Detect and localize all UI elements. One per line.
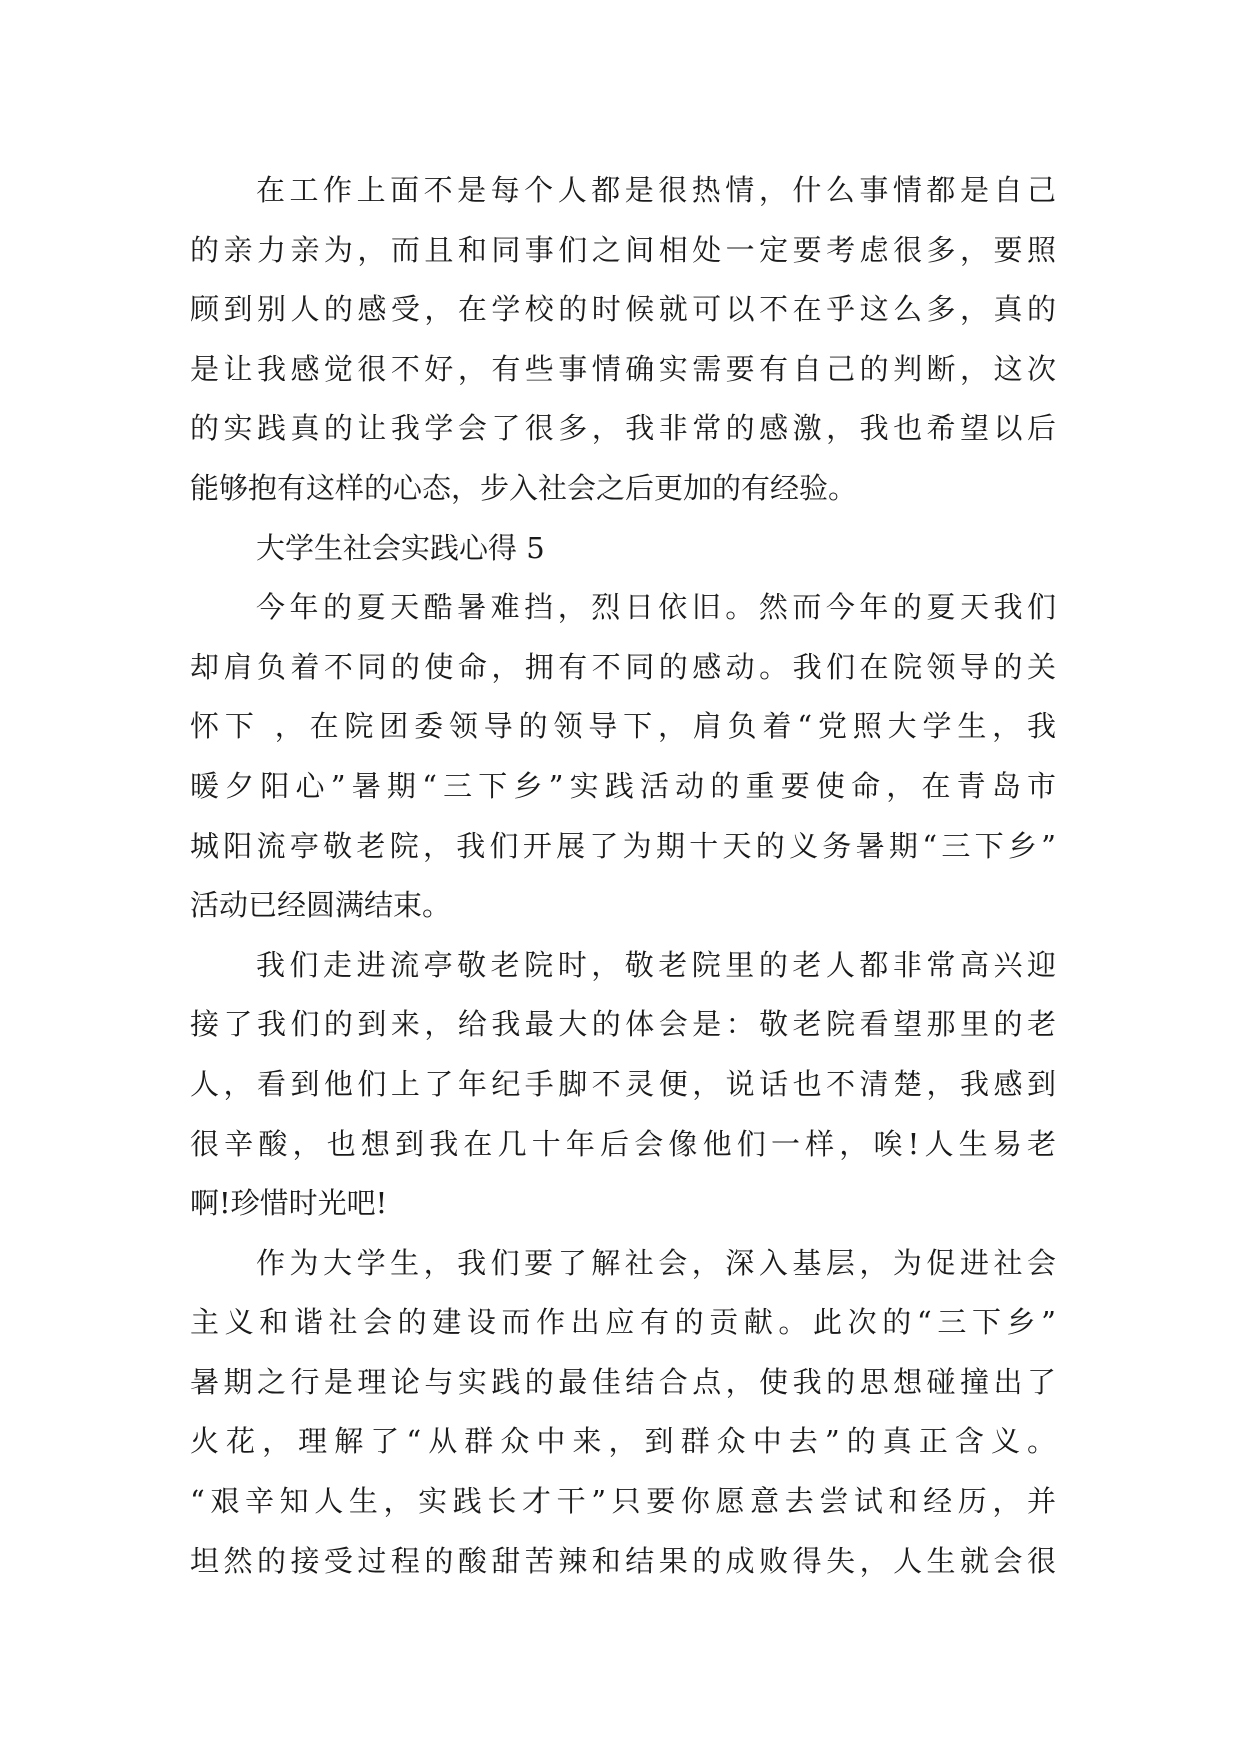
text-line: 大学生社会实践心得 5 bbox=[256, 530, 545, 565]
text-line: 能够抱有这样的心态，步入社会之后更加的有经验。 bbox=[190, 470, 858, 505]
text-line: 在工作上面不是每个人都是很热情，什么事情都是自己 bbox=[256, 173, 1056, 207]
text-line: 顾到别人的感受，在学校的时候就可以不在乎这么多，真的 bbox=[190, 292, 1056, 327]
document-body bbox=[190, 161, 1056, 1591]
text-line: 人，看到他们上了年纪手脚不灵便，说话也不清楚，我感到 bbox=[190, 1066, 1056, 1101]
text-line: 的实践真的让我学会了很多，我非常的感激，我也希望以后 bbox=[190, 411, 1056, 446]
text-line: 暑期之行是理论与实践的最佳结合点，使我的思想碰撞出了 bbox=[190, 1364, 1056, 1399]
text-line: 暖夕阳心”暑期“三下乡”实践活动的重要使命，在青岛市 bbox=[190, 768, 1056, 803]
text-line: 接了我们的到来，给我最大的体会是：敬老院看望那里的老 bbox=[190, 1007, 1056, 1042]
text-line: “艰辛知人生，实践长才干”只要你愿意去尝试和经历，并 bbox=[190, 1484, 1056, 1519]
text-line: 是让我感觉很不好，有些事情确实需要有自己的判断，这次 bbox=[190, 351, 1056, 386]
text-line: 怀下 ，在院团委领导的领导下，肩负着“党照大学生，我 bbox=[190, 709, 1056, 744]
text-line: 今年的夏天酷暑难挡，烈日依旧。然而今年的夏天我们 bbox=[256, 590, 1056, 625]
text-line: 活动已经圆满结束。 bbox=[190, 888, 452, 923]
text-line: 主义和谐社会的建设而作出应有的贡献。此次的“三下乡” bbox=[190, 1305, 1056, 1340]
text-line: 城阳流亭敬老院，我们开展了为期十天的义务暑期“三下乡” bbox=[190, 828, 1056, 863]
text-line: 很辛酸，也想到我在几十年后会像他们一样，唉!人生易老 bbox=[190, 1126, 1056, 1161]
text-line: 啊!珍惜时光吧! bbox=[190, 1186, 388, 1221]
text-line: 的亲力亲为，而且和同事们之间相处一定要考虑很多，要照 bbox=[190, 232, 1056, 267]
text-line: 火花，理解了“从群众中来，到群众中去”的真正含义。 bbox=[190, 1424, 1056, 1459]
text-line: 作为大学生，我们要了解社会，深入基层，为促进社会 bbox=[256, 1245, 1056, 1280]
text-line: 我们走进流亭敬老院时，敬老院里的老人都非常高兴迎 bbox=[256, 947, 1056, 982]
text-line: 坦然的接受过程的酸甜苦辣和结果的成败得失，人生就会很 bbox=[190, 1543, 1056, 1578]
text-line: 却肩负着不同的使命，拥有不同的感动。我们在院领导的关 bbox=[190, 649, 1056, 684]
